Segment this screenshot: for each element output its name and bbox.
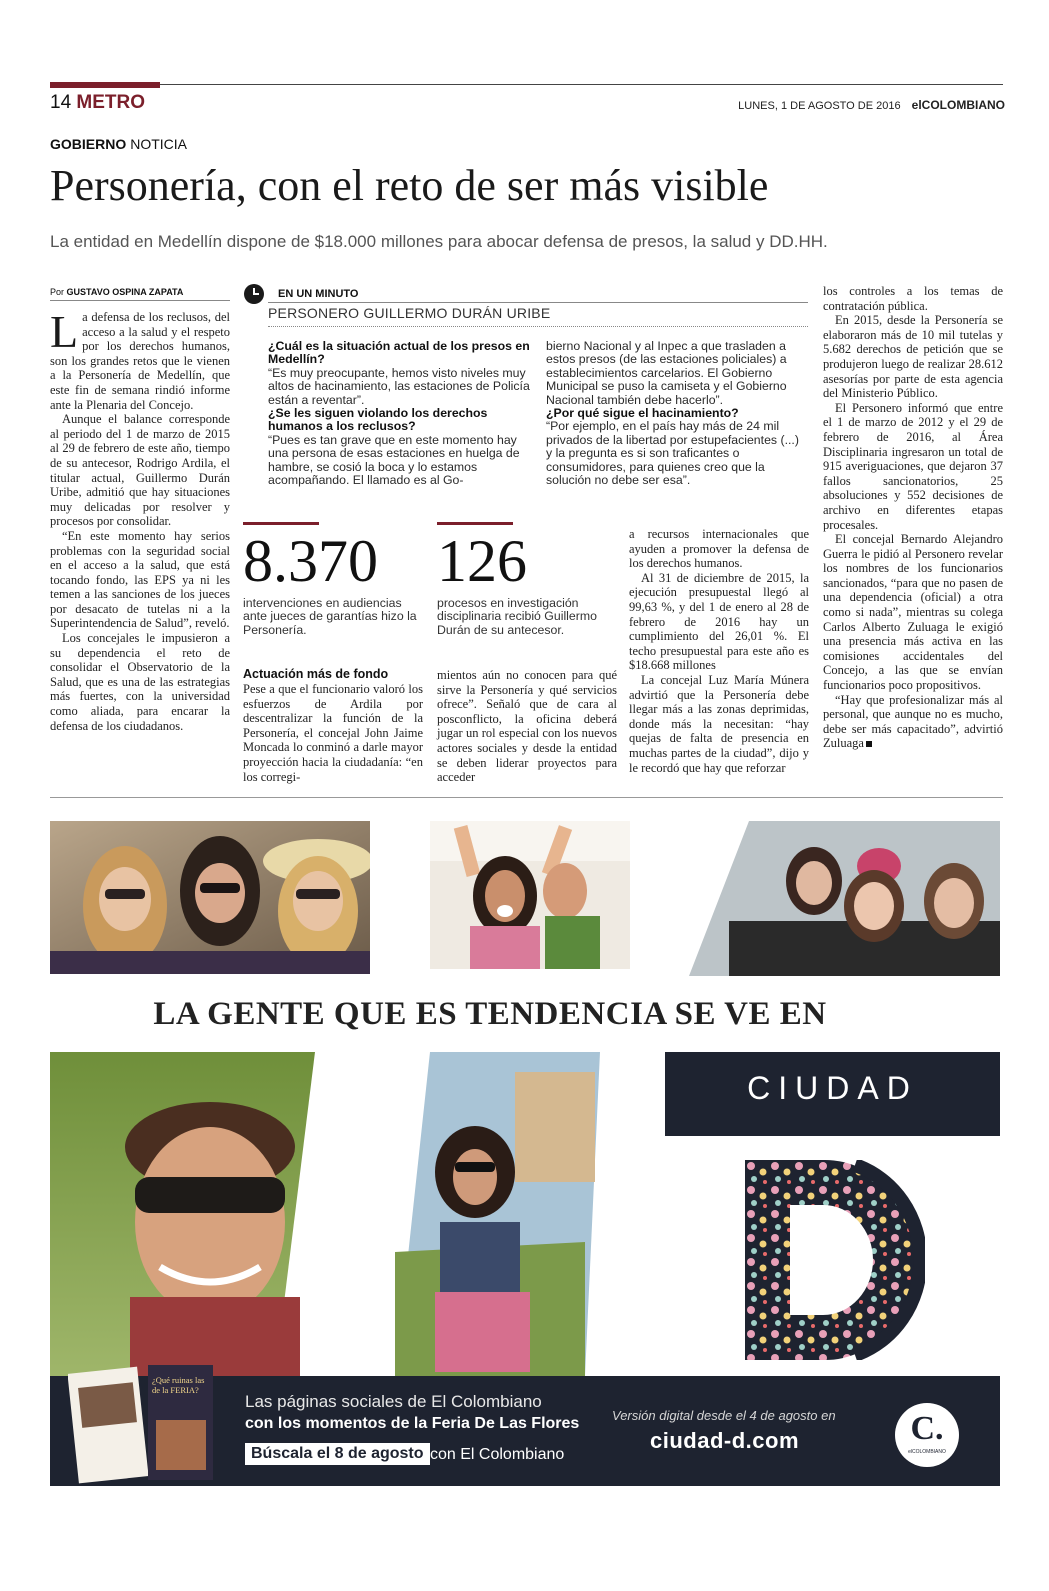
question: ¿Cuál es la situación actual de los presos en Medellín?	[268, 339, 530, 367]
stat-value: 8.370	[243, 528, 378, 594]
ad-photo-woman-walking	[385, 1052, 600, 1376]
paragraph	[50, 306, 230, 412]
magazine-covers	[68, 1360, 218, 1485]
question: ¿Se les siguen violando los derechos humanos a los reclusos?	[268, 406, 488, 434]
byline-author: GUSTAVO OSPINA ZAPATA	[66, 287, 184, 297]
kicker	[50, 136, 187, 152]
paragraph: La concejal Luz María Múnera advirtió que la Personería debe llegar más a las zonas deprimidas, donde más la necesitan: “hay quejas de falta de presencia en muchas partes de la ciudad”, dijo y le recordó que hay que reforzar	[629, 672, 809, 775]
clock-icon	[244, 284, 264, 304]
minute-box-title: EN UN MINUTO	[278, 288, 359, 300]
stat-rule	[437, 522, 513, 525]
interview-column-right	[546, 340, 808, 487]
headline: Personería, con el reto de ser más visible	[50, 161, 769, 210]
stat-caption: procesos en investigación disciplinaria recibió Guillermo Durán de su antecesor.	[437, 596, 597, 637]
masthead-brand: elCOLOMBIANO	[911, 98, 1005, 112]
question: ¿Por qué sigue el hacinamiento?	[546, 406, 739, 421]
section-color-bar	[50, 82, 160, 88]
paragraph: “En este momento hay serios problemas con la seguridad social en el acceso a la salud, que está tocando fondo, las EPS ya ni les temen a las sanciones de los jueces por desacato de tutelas ni a la Superintendencia de Salud”, reveló.	[50, 528, 230, 631]
answer: “Es muy preocupante, hemos visto niveles muy altos de hacinamiento, las estaciones de Policía están a reventar”.	[268, 365, 530, 407]
byline	[50, 287, 183, 297]
ad-line-2: con los momentos de la Feria De Las Flores	[245, 1415, 580, 1432]
kicker-section: GOBIERNO	[50, 136, 127, 152]
paragraph: Aunque el balance corresponde al periodo del 1 de marzo de 2015 al 29 de febrero de este año, tiempo de su antecesor, Rodrigo Ardila, el titular actual, Guillermo Durán Uribe, admitió que hay situaciones muy delicadas por resolver y procesos por consolidar.	[50, 412, 230, 529]
article-column-5	[823, 284, 1003, 751]
paragraph: Los concejales le impusieron a su dependencia el reto de consolidar el Observatorio de la Salud, que es una de las estrategias más fuertes, con la universidad como aliada, para encarar la defensa de los ciudadanos.	[50, 631, 230, 733]
stat-caption: intervenciones en audiencias ante jueces de garantías hizo la Personería.	[243, 596, 417, 637]
article-column-2	[243, 682, 423, 784]
subhead: La entidad en Medellín dispone de $18.000 millones para abocar defensa de presos, la salud y DD.HH.	[50, 232, 828, 251]
paragraph-text: a defensa de los reclusos, del acceso a la salud y el respeto por los derechos humanos, son los grandes retos que le vienen a la Personería de Medellín, que este fin de semana rindió informe ante la Plenaria del Concejo.	[50, 310, 230, 412]
byline-rule	[50, 300, 230, 301]
header-rule	[160, 84, 1003, 85]
stat-value: 126	[437, 528, 527, 594]
ad-headline: LA GENTE QUE ES TENDENCIA SE VE EN	[153, 996, 827, 1032]
ciudad-wordmark: CIUDAD	[747, 1070, 918, 1106]
magazine-cover-headline: ¿Qué ruinas las de la FERIA?	[152, 1375, 205, 1395]
ad-date-pill: Búscala el 8 de agosto	[245, 1443, 430, 1465]
stat-rule	[243, 522, 319, 525]
end-mark-icon	[866, 741, 872, 747]
interviewee-name: PERSONERO GUILLERMO DURÁN URIBE	[268, 305, 551, 321]
section-name: METRO	[76, 92, 146, 113]
interview-column-left	[268, 340, 533, 487]
article-column-4	[629, 527, 809, 775]
paragraph	[823, 693, 1003, 751]
kicker-type: NOTICIA	[130, 136, 188, 152]
paragraph-text: “Hay que profesionalizar más al personal, que aunque no es mucho, debe ser más capacitado”, advirtió Zuluaga	[823, 692, 1003, 751]
paragraph: Al 31 de diciembre de 2015, la ejecución presupuestal llegó al 99,63 %, y del 1 de enero al 28 de febrero de 2016 hay un cumplimiento del 26,01 %. El techo presupuestal para este año es $18.668 millones	[629, 570, 809, 673]
ad-photo-celebration	[430, 821, 630, 969]
paragraph: En 2015, desde la Personería se elaboraron más de 10 mil tutelas y 5.682 derechos de petición que se produjeron luego de realizar 28.612 asesorías por parte de esta agencia del Ministerio Público.	[823, 313, 1003, 401]
ad-photo-friends	[50, 821, 370, 974]
ad-line-1: Las páginas sociales de El Colombiano	[245, 1392, 542, 1411]
ciudad-d-logo	[745, 1160, 925, 1360]
section-subtitle: Actuación más de fondo	[243, 667, 389, 681]
paragraph: Pese a que el funcionario valoró los esfuerzos de Ardila por descentralizar la función de la Personería, el concejal John Jaime Moncada lo conminó a darle mayor proyección hacia la ciudadanía: “en los corregi-	[243, 682, 423, 784]
article-bottom-rule	[50, 797, 1003, 798]
minute-rule	[268, 302, 808, 303]
ad-url: ciudad-d.com	[650, 1428, 800, 1453]
answer: bierno Nacional y al Inpec a que trasladen a estos presos (de las estaciones policiales) a establecimientos carcelarios. El Gobierno Municipal se puso la camiseta y el Gobierno Nacional también debe hacerlo”.	[546, 339, 787, 407]
byline-prefix: Por	[50, 287, 65, 297]
minute-dotted-rule	[268, 326, 808, 327]
paragraph: los controles a los temas de contratación pública.	[823, 284, 1003, 313]
issue-date: LUNES, 1 DE AGOSTO DE 2016	[738, 100, 901, 112]
paragraph: mientos aún no conocen para qué sirve la Personería y qué servicios ofrece”. Señaló que de cara al posconflicto, la oficina deberá jugar un rol especial con los nuevos actores sociales y desde la entidad se deben liderar proyectos para acceder	[437, 668, 617, 785]
article-column-3	[437, 668, 617, 785]
folio	[50, 92, 145, 114]
page-number: 14	[50, 92, 72, 113]
paragraph: El concejal Bernardo Alejandro Guerra le pidió al Personero revelar los nombres de los funcionarios sancionados, “para que no pasen de una dependencia (oficial) a otra como si nada”, mientras su colega Carlos Alberto Zuluaga le exigió una presencia más activa en las comisiones accidentales del Concejo, a las que se envían funcionarios poco propositivos.	[823, 532, 1003, 693]
ad-digital-note: Versión digital desde el 4 de agosto en	[612, 1408, 836, 1423]
paragraph: a recursos internacionales que ayuden a promover la defensa de los derechos humanos.	[629, 527, 809, 571]
answer: “Por ejemplo, en el país hay más de 24 mil privados de la libertad por estupefacientes (...) y la pregunta es si son traficantes o consumidores, para quienes creo que la solución no debe ser esa”.	[546, 419, 799, 488]
paragraph: El Personero informó que entre el 1 de marzo de 2012 y el 29 de febrero de 2016, al Área Disciplinaria ingresaron un total de 915 averiguaciones, que dejaron 37 fallos sancionatorios, 25 absoluciones y 552 decisiones de archivo en diferentes etapas procesales.	[823, 400, 1003, 532]
ad-photo-car-party	[689, 821, 1000, 976]
answer: “Pues es tan grave que en este momento hay una persona de esas estaciones en huelga de hambre, se cosió la boca y lo estamos acompañando. El llamado es al Go-	[268, 432, 520, 488]
article-column-1	[50, 306, 230, 733]
logo-letter: C.	[910, 1410, 944, 1447]
ad-line-3: con El Colombiano	[430, 1446, 565, 1463]
drop-cap: L	[50, 306, 79, 357]
logo-caption: elCOLOMBIANO	[908, 1449, 946, 1455]
ad-photo-man-sunglasses	[50, 1052, 380, 1376]
dateline	[700, 98, 1005, 112]
